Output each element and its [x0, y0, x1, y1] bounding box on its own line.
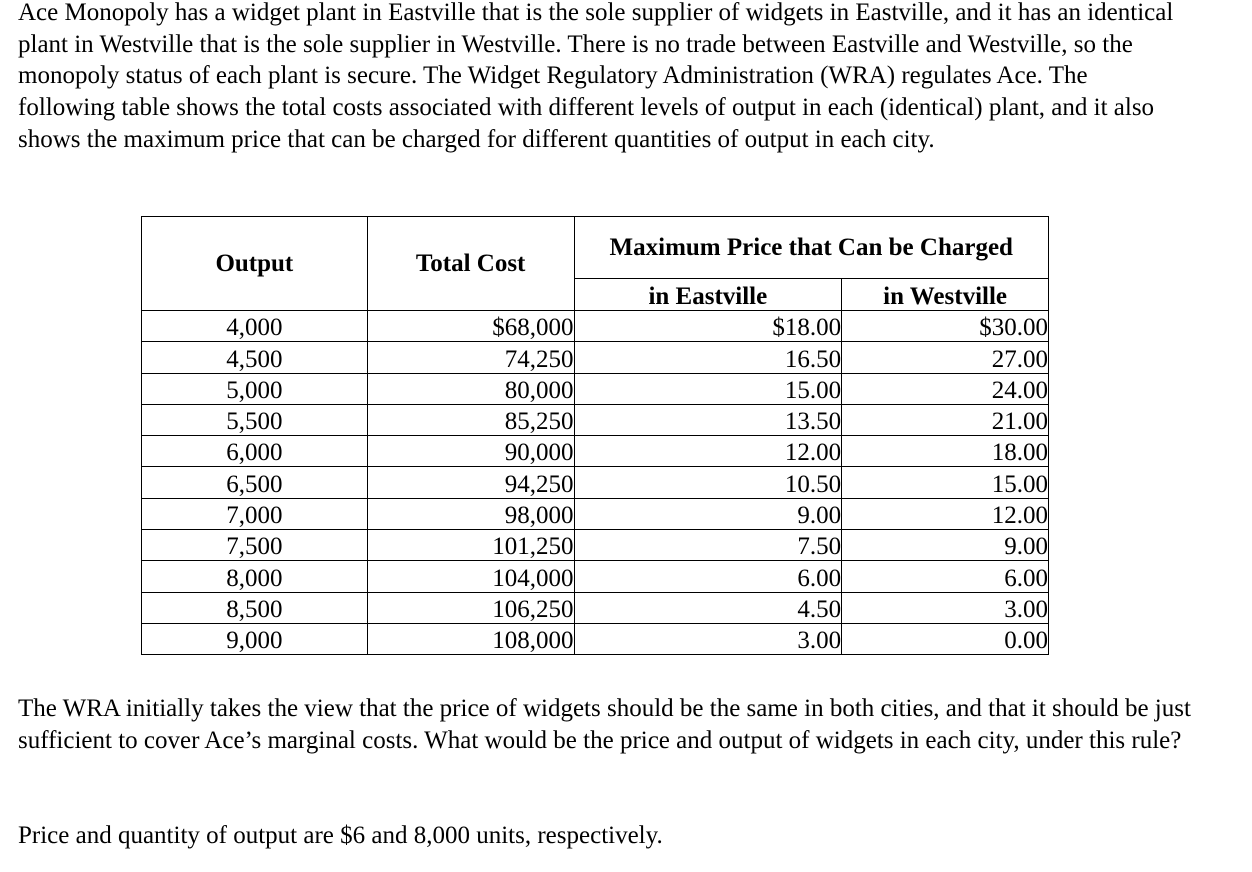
table-row: [142, 530, 1049, 561]
header-eastville: in Eastville: [574, 279, 842, 311]
cell-total-cost: 101,250: [367, 530, 574, 561]
cell-total-cost: 80,000: [367, 373, 574, 404]
question-paragraph: The WRA initially takes the view that the price of widgets should be the same in both cities, and that it should be just sufficient to cover Ace’s marginal costs. What would be the price and output of widgets in each city, under this rule?: [18, 695, 1191, 754]
cell-westville-price: 9.00: [842, 530, 1049, 561]
cell-westville-price: 12.00: [842, 498, 1049, 529]
cell-total-cost: 74,250: [367, 342, 574, 373]
cell-output: 6,000: [142, 436, 368, 467]
cell-eastville-price: 15.00: [574, 373, 842, 404]
cell-total-cost: 108,000: [367, 623, 574, 654]
intro-paragraph: Ace Monopoly has a widget plant in Eastville that is the sole supplier of widgets in Eastville, and it has an identical plant in Westville that is the sole supplier in Westville. There is no trade between Eastville and Westville, so the monopoly status of each plant is secure. The Widget Regulatory Administration (WRA) regulates Ace. The following table shows the total costs associated with different levels of output in each (identical) plant, and it also shows the maximum price that can be charged for different quantities of output in each city.: [18, 0, 1174, 153]
table-row: [142, 342, 1049, 373]
cell-output: 4,000: [142, 311, 368, 342]
cell-eastville-price: 13.50: [574, 404, 842, 435]
cell-total-cost: 106,250: [367, 592, 574, 623]
cell-eastville-price: 7.50: [574, 530, 842, 561]
cell-output: 8,000: [142, 561, 368, 592]
cell-output: 7,500: [142, 530, 368, 561]
cell-westville-price: 3.00: [842, 592, 1049, 623]
table-row: [142, 436, 1049, 467]
table-body: [142, 311, 1049, 655]
cell-eastville-price: 16.50: [574, 342, 842, 373]
cell-westville-price: 0.00: [842, 623, 1049, 654]
cell-westville-price: 27.00: [842, 342, 1049, 373]
cell-eastville-price: 10.50: [574, 467, 842, 498]
cell-total-cost: 104,000: [367, 561, 574, 592]
header-max-price: Maximum Price that Can be Charged: [574, 217, 1049, 279]
table-row: [142, 404, 1049, 435]
cell-total-cost: 94,250: [367, 467, 574, 498]
cell-westville-price: $30.00: [842, 311, 1049, 342]
table-row: [142, 623, 1049, 654]
cell-output: 9,000: [142, 623, 368, 654]
table-row: [142, 592, 1049, 623]
cost-price-table: [141, 216, 1049, 655]
cell-westville-price: 21.00: [842, 404, 1049, 435]
cell-output: 5,500: [142, 404, 368, 435]
table-row: [142, 373, 1049, 404]
header-total-cost: Total Cost: [367, 217, 574, 311]
cell-output: 5,000: [142, 373, 368, 404]
header-westville: in Westville: [842, 279, 1049, 311]
cell-output: 7,000: [142, 498, 368, 529]
cell-total-cost: 98,000: [367, 498, 574, 529]
table-row: [142, 467, 1049, 498]
cell-total-cost: 85,250: [367, 404, 574, 435]
cell-westville-price: 24.00: [842, 373, 1049, 404]
cell-westville-price: 6.00: [842, 561, 1049, 592]
answer-paragraph: Price and quantity of output are $6 and 8,000 units, respectively.: [18, 822, 663, 849]
cell-eastville-price: 12.00: [574, 436, 842, 467]
cell-output: 8,500: [142, 592, 368, 623]
cell-eastville-price: 6.00: [574, 561, 842, 592]
table-row: [142, 498, 1049, 529]
cell-eastville-price: $18.00: [574, 311, 842, 342]
cell-output: 6,500: [142, 467, 368, 498]
cell-eastville-price: 3.00: [574, 623, 842, 654]
cell-eastville-price: 4.50: [574, 592, 842, 623]
cell-westville-price: 15.00: [842, 467, 1049, 498]
cell-output: 4,500: [142, 342, 368, 373]
table-row: [142, 311, 1049, 342]
cell-total-cost: 90,000: [367, 436, 574, 467]
cell-westville-price: 18.00: [842, 436, 1049, 467]
cell-total-cost: $68,000: [367, 311, 574, 342]
header-output: Output: [142, 217, 368, 311]
table-row: [142, 561, 1049, 592]
cell-eastville-price: 9.00: [574, 498, 842, 529]
